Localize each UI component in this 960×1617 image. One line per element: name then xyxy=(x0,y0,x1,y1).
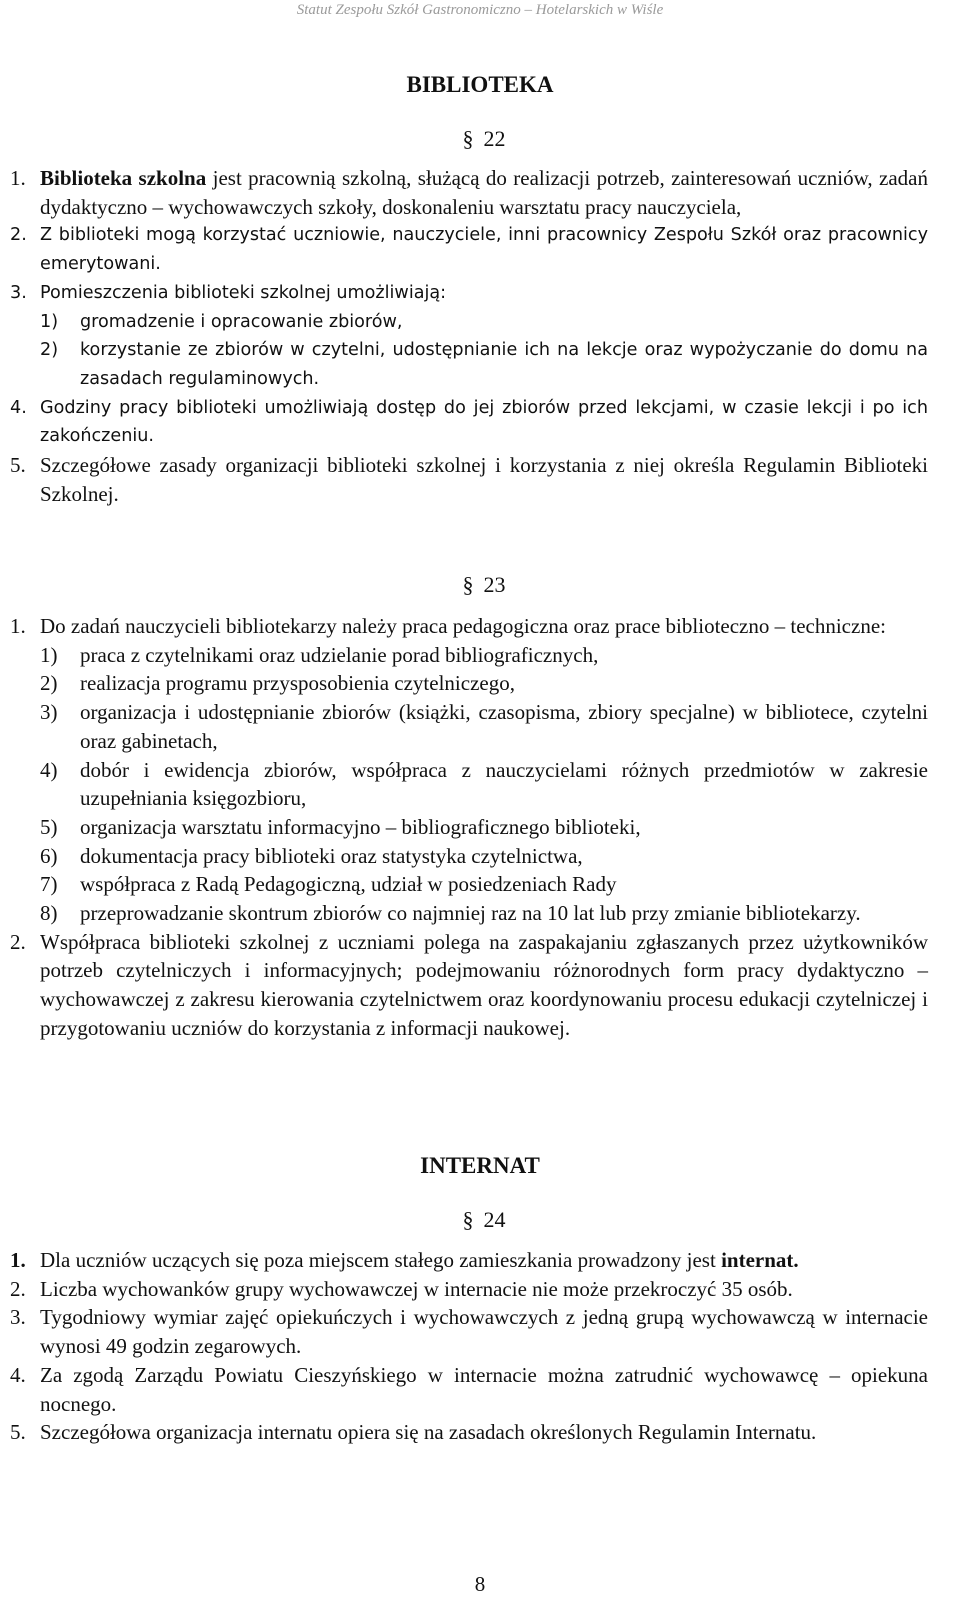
item-number: 5. xyxy=(10,1420,26,1445)
list-item xyxy=(10,612,928,928)
sub-item-number: 1) xyxy=(40,311,59,332)
list-item xyxy=(10,928,928,1043)
sub-item xyxy=(40,870,928,899)
sub-item-text: korzystanie ze zbiorów w czytelni, udostępnianie ich na lekcje oraz wypożyczanie do domu na zasadach regulaminowych. xyxy=(80,340,928,389)
item-text: Dla uczniów uczących się poza miejscem stałego zamieszkania prowadzony jest xyxy=(40,1248,722,1272)
section-sign: § xyxy=(462,1207,474,1232)
item-number: 3. xyxy=(10,282,27,303)
paragraph-mark-24 xyxy=(0,1207,960,1233)
section-sign: § xyxy=(462,572,474,597)
list-item xyxy=(10,1418,928,1447)
sub-item xyxy=(40,641,928,670)
internat-list xyxy=(10,1246,928,1447)
item-text: Pomieszczenia biblioteki szkolnej umożliwiają: xyxy=(40,282,447,303)
item-number: 1. xyxy=(10,614,26,638)
sub-item xyxy=(40,756,928,813)
item-text: Szczegółowa organizacja internatu opiera się na zasadach określonych Regulamin Internatu. xyxy=(40,1420,817,1445)
bibliotekarz-list xyxy=(10,612,928,1043)
item-number: 4. xyxy=(10,1362,26,1387)
sub-item-number: 8) xyxy=(40,901,58,926)
item-text: Z biblioteki mogą korzystać uczniowie, nauczyciele, inni pracownicy Zespołu Szkół oraz pracownicy emerytowani. xyxy=(40,225,928,275)
sub-item xyxy=(40,698,928,755)
page-number: 8 xyxy=(474,1572,486,1596)
list-item xyxy=(10,1361,928,1418)
sub-item-number: 7) xyxy=(40,872,58,897)
sub-item xyxy=(40,842,928,871)
sub-item-number: 2) xyxy=(40,671,58,696)
sub-item-text: organizacja i udostępnianie zbiorów (książki, czasopisma, zbiory specjalne) w bibliotece, czytelni oraz gabinetach, xyxy=(80,700,928,753)
paragraph-number: 23 xyxy=(483,572,506,597)
sub-item-text: gromadzenie i opracowanie zbiorów, xyxy=(80,311,403,332)
list-item xyxy=(10,1303,928,1360)
item-number: 2. xyxy=(10,929,26,954)
section-title-biblioteka: BIBLIOTEKA xyxy=(406,72,554,97)
paragraph-number: 24 xyxy=(483,1207,506,1232)
sub-item-text: współpraca z Radą Pedagogiczną, udział w posiedzeniach Rady xyxy=(80,872,617,897)
sub-item-text: przeprowadzanie skontrum zbiorów co najmniej raz na 10 lat lub przy zmianie bibliotekarzy. xyxy=(80,901,861,926)
sub-item xyxy=(40,336,928,393)
sub-item-number: 3) xyxy=(40,700,58,725)
list-item xyxy=(10,1275,928,1304)
item-text: Tygodniowy wymiar zajęć opiekuńczych i wychowawczych z jedną grupą wychowawczą w internacie wynosi 49 godzin zegarowych. xyxy=(40,1305,928,1359)
item-number: 2. xyxy=(10,1276,26,1301)
paragraph-mark-23 xyxy=(0,572,960,598)
item-text: Do zadań nauczycieli bibliotekarzy należy praca pedagogiczna oraz prace biblioteczno – techniczne: xyxy=(40,614,886,638)
list-item xyxy=(10,451,928,508)
biblioteka-list xyxy=(10,164,928,508)
list-item xyxy=(10,221,928,278)
sub-item-text: organizacja warsztatu informacyjno – bibliograficznego biblioteki, xyxy=(80,814,641,839)
sub-item xyxy=(40,813,928,842)
item-number: 3. xyxy=(10,1305,26,1330)
sub-item-text: dobór i ewidencja zbiorów, współpraca z nauczycielami różnych przedmiotów w zakresie uzupełniania księgozbioru, xyxy=(80,757,928,811)
sub-item-text: praca z czytelnikami oraz udzielanie porad bibliograficznych, xyxy=(80,642,599,667)
item-text: Szczegółowe zasady organizacji biblioteki szkolnej i korzystania z niej określa Regulamin Biblioteki Szkolnej. xyxy=(40,453,928,506)
bold-term: internat. xyxy=(721,1248,799,1272)
list-item xyxy=(10,1246,928,1275)
sub-item-number: 6) xyxy=(40,843,58,868)
paragraph-number: 22 xyxy=(483,126,506,151)
list-item xyxy=(10,394,928,451)
list-item xyxy=(10,279,928,394)
paragraph-mark-22 xyxy=(0,126,960,152)
sub-item-number: 5) xyxy=(40,814,58,839)
sub-item-text: realizacja programu przysposobienia czytelniczego, xyxy=(80,671,515,696)
item-text: jest pracownią szkolną, służącą do realizacji potrzeb, zainteresowań uczniów, zadań dydaktyczno – wychowawczych szkoły, doskonaleniu warsztatu pracy nauczyciela, xyxy=(40,166,928,219)
sub-item-number: 1) xyxy=(40,642,58,667)
item-text: Za zgodą Zarządu Powiatu Cieszyńskiego w internacie można zatrudnić wychowawcę – opiekuna nocnego. xyxy=(40,1362,928,1416)
sub-item xyxy=(40,899,928,928)
item-number: 2. xyxy=(10,225,27,246)
sub-item-number: 2) xyxy=(40,340,59,361)
item-number: 1. xyxy=(10,1248,26,1272)
list-item xyxy=(10,164,928,221)
section-title-internat: INTERNAT xyxy=(420,1153,540,1178)
sub-item xyxy=(40,308,928,337)
item-text: Liczba wychowanków grupy wychowawczej w internacie nie może przekroczyć 35 osób. xyxy=(40,1276,793,1301)
item-number: 4. xyxy=(10,397,27,418)
sub-item-text: dokumentacja pracy biblioteki oraz statystyka czytelnictwa, xyxy=(80,843,583,868)
item-number: 1. xyxy=(10,166,26,190)
item-number: 5. xyxy=(10,453,26,478)
section-sign: § xyxy=(462,126,474,151)
sub-item xyxy=(40,669,928,698)
running-header: Statut Zespołu Szkół Gastronomiczno – Hotelarskich w Wiśle xyxy=(296,2,664,18)
item-text: Godziny pracy biblioteki umożliwiają dostęp do jej zbiorów przed lekcjami, w czasie lekcji i po ich zakończeniu. xyxy=(40,397,928,447)
bold-term: Biblioteka szkolna xyxy=(40,166,207,190)
item-text: Współpraca biblioteki szkolnej z uczniami polega na zaspakajaniu zgłaszanych przez użytkowników potrzeb czytelniczych i informacyjnych; podejmowaniu różnorodnych form pracy dydaktyczno – wychowawczej z zakresu kierowania czytelnictwem oraz koordynowaniu procesu edukacji czytelniczej i przygotowaniu uczniów do korzystania z informacji naukowej. xyxy=(40,929,928,1040)
sub-item-number: 4) xyxy=(40,757,58,782)
